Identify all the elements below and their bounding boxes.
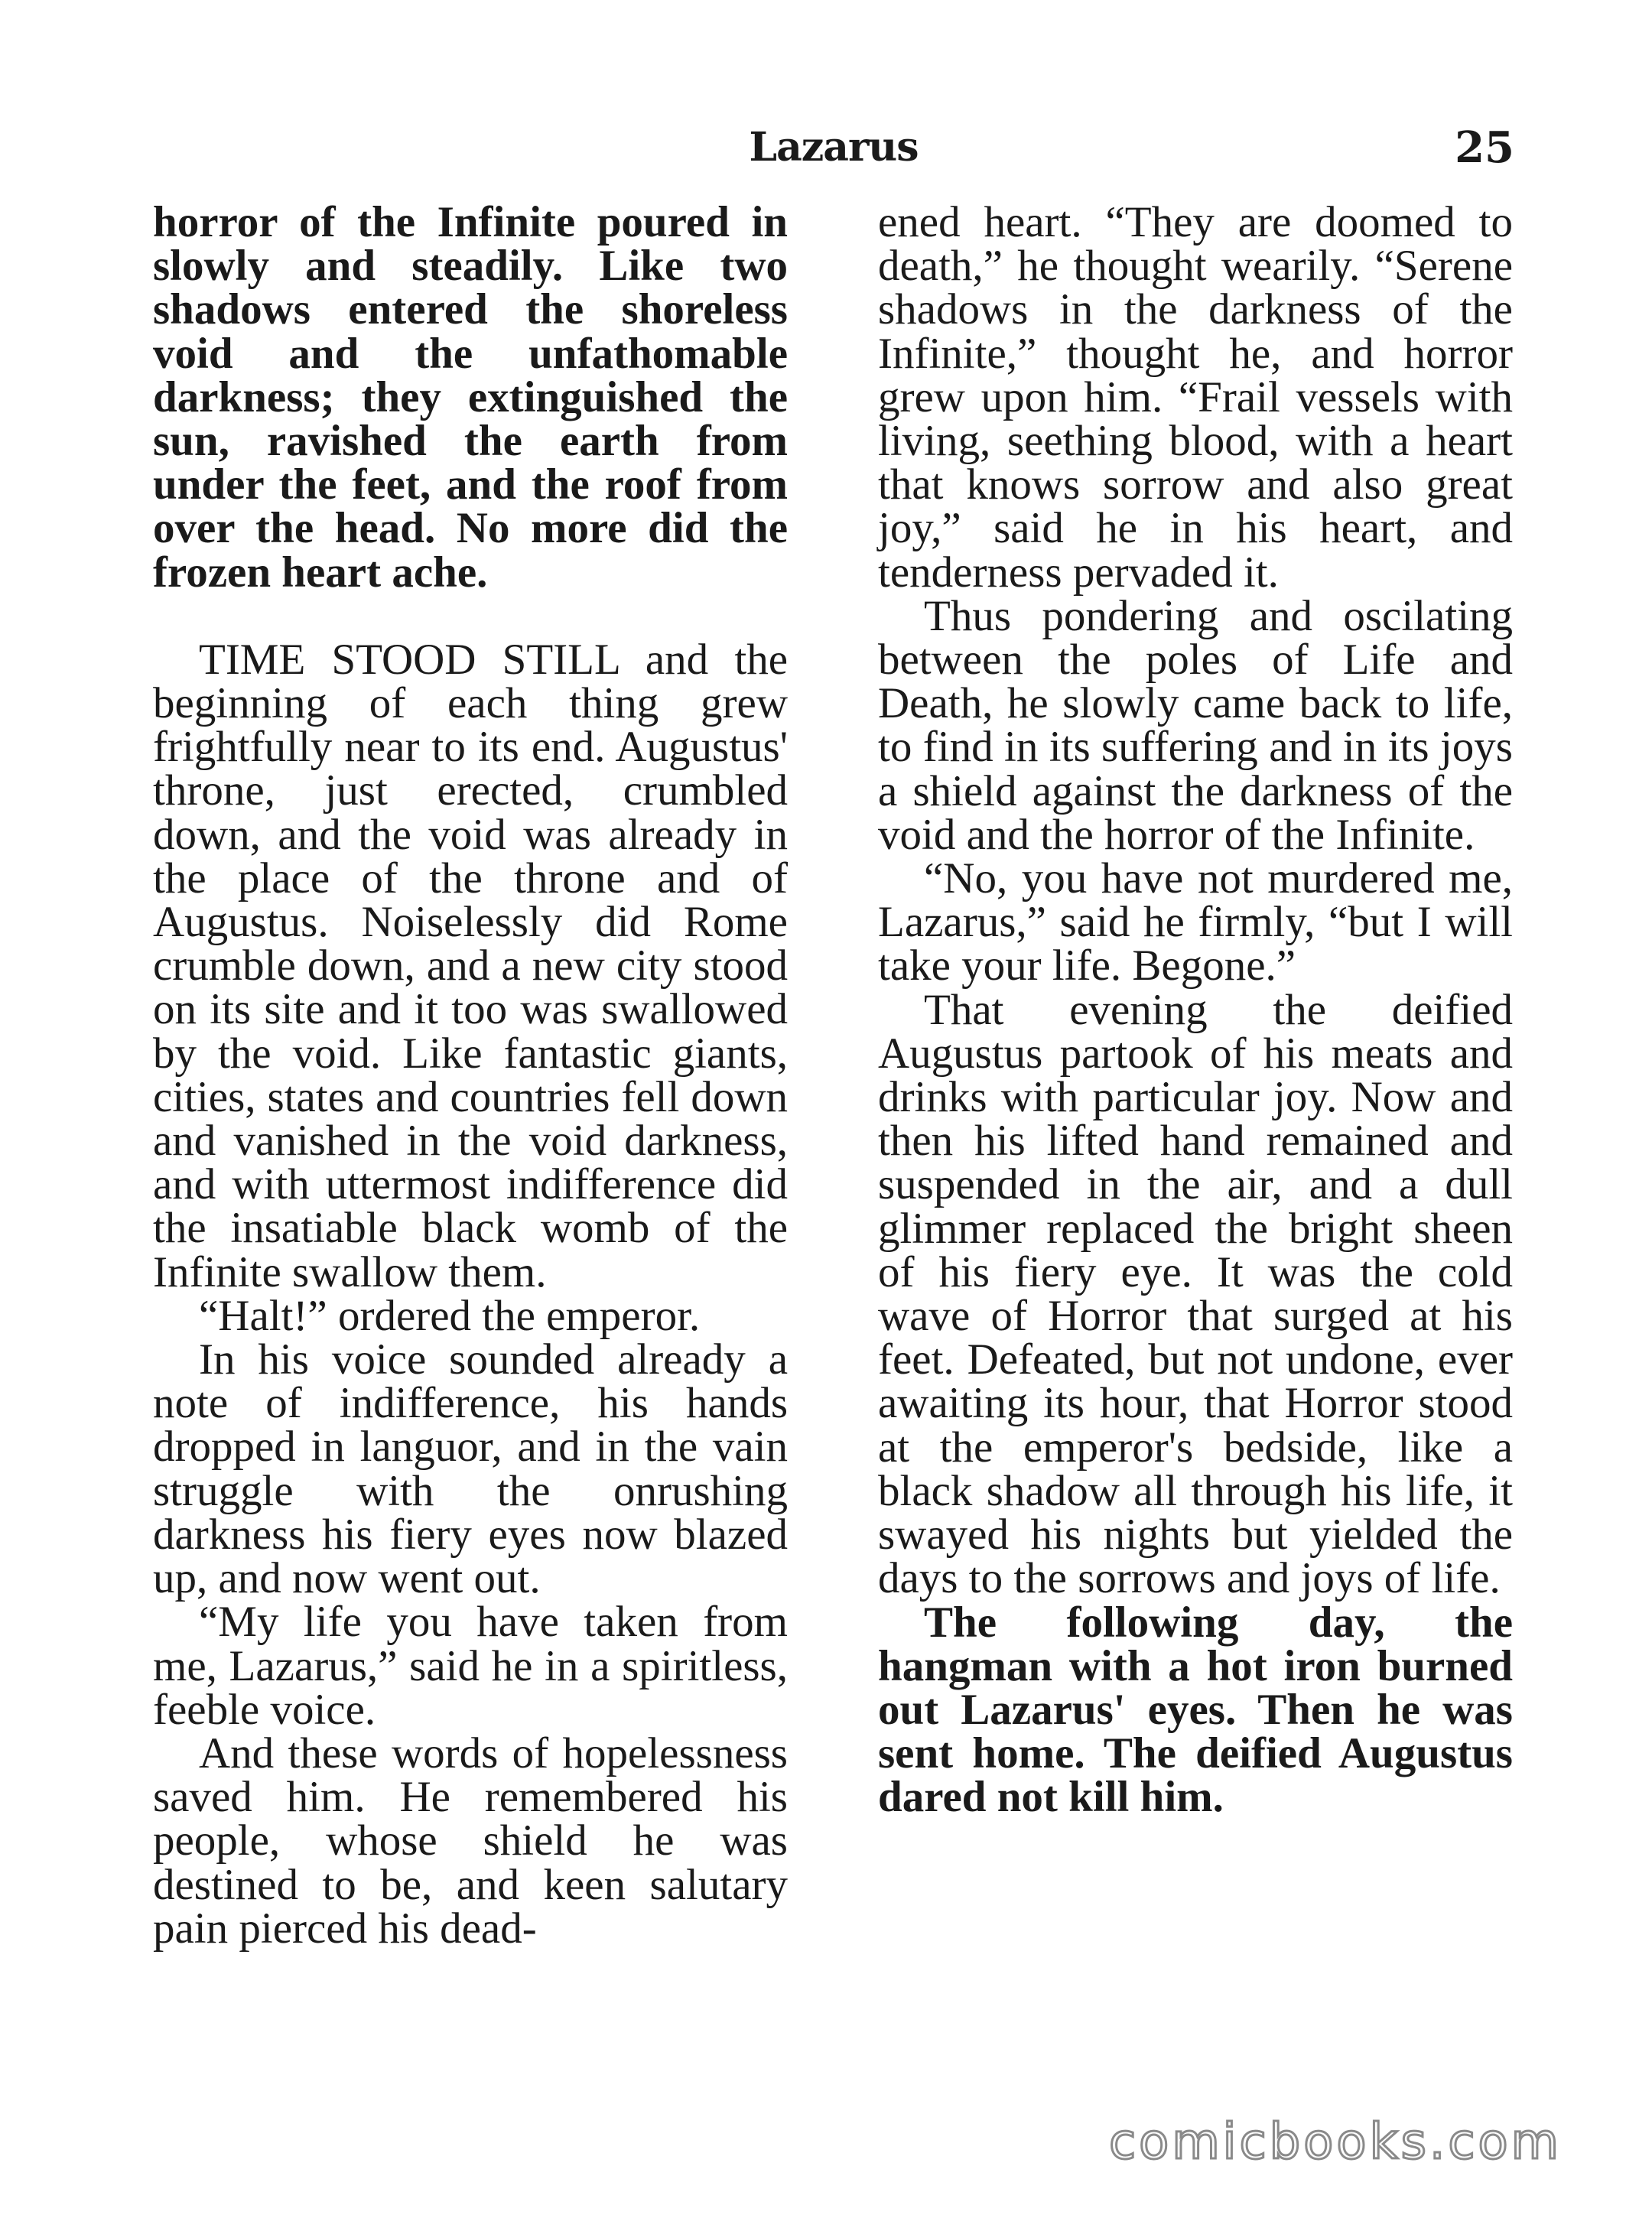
paragraph: The following day, the hangman with a hot iron burned out Lazarus' eyes. Then he was sent home. The deified Augustus dared not kill him. bbox=[878, 1598, 1513, 1822]
paragraph: And these words of hopelessness saved him. He remembered his people, whose shield he was destined to be, and keen salutary pain pierced his dead- bbox=[153, 1729, 788, 1953]
paragraph: “Halt!” ordered the emperor. bbox=[199, 1291, 701, 1340]
paragraph: TIME STOOD STILL and the beginning of each thing grew frightfully near to its end. Augustus' throne, just erected, crumbled down, and the void was already in the place of the throne and of Augustus. Noiselessly did Rome crumble down, and a new city stood on its site and it too was swallowed by the void. Like fantastic giants, cities, states and countries fell down and vanished in the void darkness, and with uttermost indifference did the insatiable black womb of the Infinite swallow them. bbox=[153, 635, 788, 1296]
paragraph: Thus pondering and oscilating between the poles of Life and Death, he slowly came back to life, to find in its suffering and in its joys a shield against the darkness of the void and the horror of the Infinite. bbox=[878, 591, 1513, 859]
paragraph: In his voice sounded already a note of indifference, his hands dropped in languor, and in the vain struggle with the onrushing darkness his fiery eyes now blazed up, and now went out. bbox=[153, 1335, 788, 1603]
paragraph: ened heart. “They are doomed to death,” he thought wearily. “Serene shadows in the darkness of the Infinite,” thought he, and horror grew upon him. “Frail vessels with living, seething blood, with a heart that knows sorrow and also great joy,” said he in his heart, and tenderness pervaded it. bbox=[878, 198, 1513, 597]
paragraph: That evening the deified Augustus partook of his meats and drinks with particular joy. Now and then his lifted hand remained and suspended in the air, and a dull glimmer replaced the bright sheen of his fiery eye. It was the cold wave of Horror that surged at his feet. Defeated, but not undone, ever awaiting its hour, that Horror stood at the emperor's bedside, like a black shadow all through his life, it swayed his nights but yielded the days to the sorrows and joys of life. bbox=[878, 985, 1513, 1603]
paragraph: “No, you have not murdered me, Lazarus,” said he firmly, “but I will take your life. Begone.” bbox=[878, 854, 1513, 990]
watermark: comicbooks.com bbox=[1108, 2114, 1562, 2171]
running-head bbox=[153, 113, 1514, 182]
paragraph: “My life you have taken from me, Lazarus,” said he in a spiritless, feeble voice. bbox=[153, 1598, 788, 1734]
left-column bbox=[153, 198, 788, 1953]
page-number: 25 bbox=[1455, 122, 1514, 173]
running-title: Lazarus bbox=[749, 124, 919, 171]
right-column bbox=[878, 200, 1513, 1820]
paragraph: horror of the Infinite poured in slowly and steadily. Like two shadows entered the shoreless void and the unfathomable darkness; they extinguished the sun, ravished the earth from under the feet, and the roof from over the head. No more did the frozen heart ache. bbox=[153, 198, 788, 597]
